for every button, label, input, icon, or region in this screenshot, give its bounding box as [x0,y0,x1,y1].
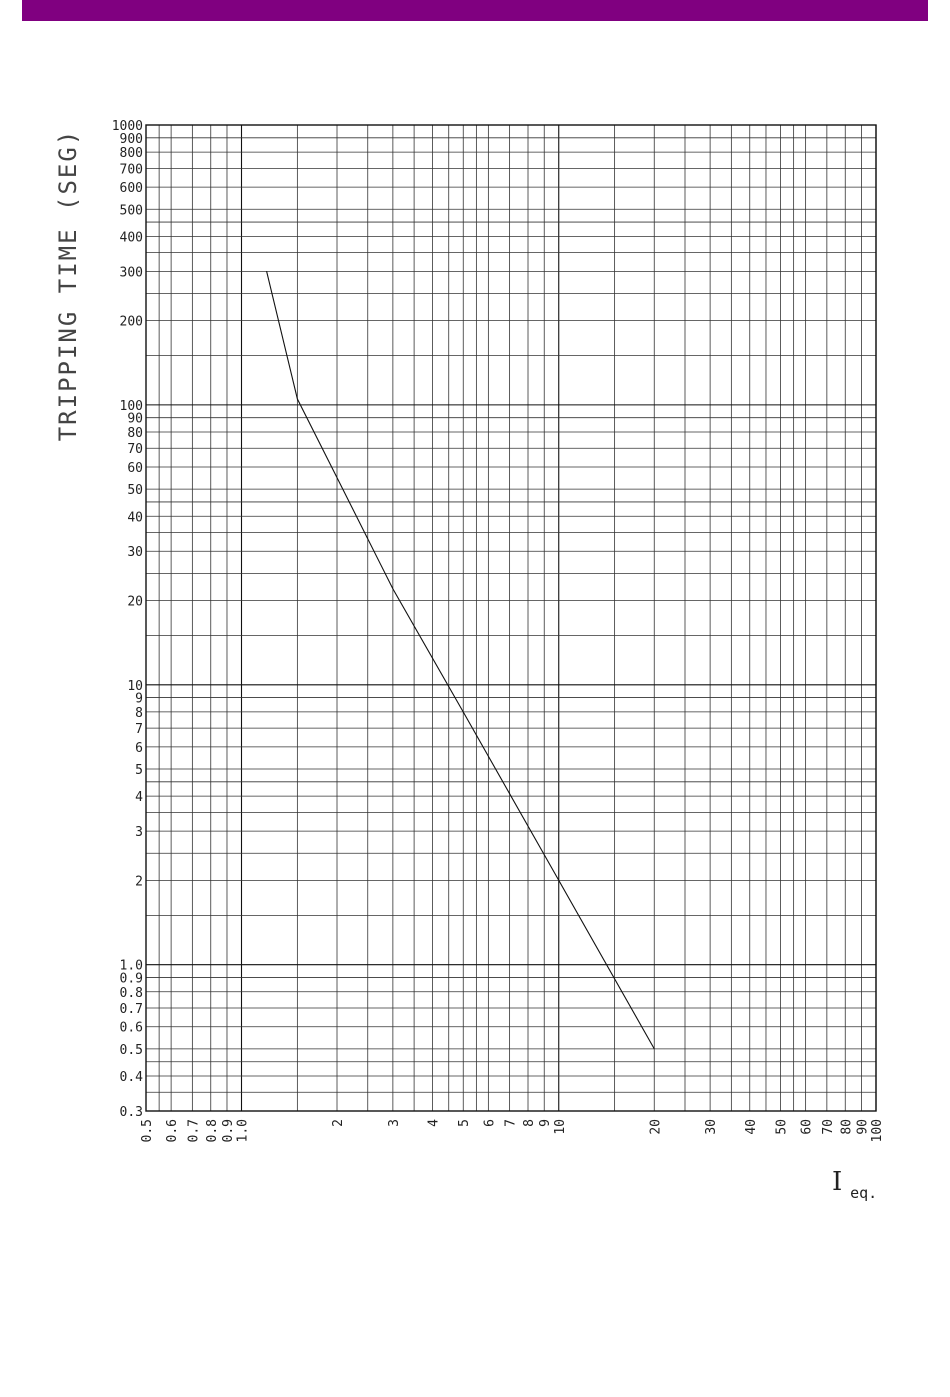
y-tick-label: 0.3 [119,1105,143,1120]
x-tick-label: 5 [457,1119,473,1127]
x-tick-label: 8 [522,1119,538,1127]
x-tick-label: 0.5 [140,1119,155,1143]
y-tick-label: 50 [127,483,143,499]
x-tick-label: 40 [743,1119,759,1135]
y-tick-label: 4 [135,790,143,806]
y-tick-label: 70 [127,442,143,458]
x-tick-label: 1.0 [235,1119,251,1143]
y-tick-label: 90 [127,411,143,427]
x-axis-label-sub: eq. [850,1184,878,1202]
x-axis-label-main: I [832,1167,843,1197]
y-tick-label: 200 [119,314,143,330]
x-tick-label: 6 [482,1119,498,1127]
x-tick-label: 0.9 [220,1119,236,1143]
y-tick-label: 100 [119,398,143,414]
x-tick-label: 0.7 [186,1119,202,1143]
y-tick-label: 5 [135,763,143,779]
x-tick-label: 3 [386,1119,402,1127]
x-tick-label: 70 [820,1119,836,1135]
y-tick-label: 40 [127,510,143,526]
y-tick-label: 0.6 [119,1020,143,1036]
y-tick-label: 3 [135,825,143,841]
series-layer [267,271,655,1049]
y-axis-label: TRIPPING TIME (SEG) [54,128,82,442]
y-tick-label: 1.0 [119,958,143,974]
y-tick-label: 9 [135,691,143,707]
y-tick-label: 700 [119,162,143,178]
y-tick-label: 900 [119,131,143,147]
y-tick-label: 0.9 [119,971,143,987]
y-tick-label: 10 [127,678,143,694]
y-tick-label: 0.7 [119,1002,143,1018]
x-tick-label: 80 [839,1119,855,1135]
y-tick-label: 20 [127,594,143,610]
y-tick-label: 0.8 [119,985,143,1001]
x-tick-label: 100 [870,1119,885,1143]
y-tick-label: 6 [135,740,143,756]
y-tick-label: 60 [127,460,143,476]
x-axis-ticks [140,1119,885,1143]
y-tick-label: 1000 [111,119,143,134]
x-tick-label: 9 [538,1119,554,1127]
x-axis-label [832,1167,877,1202]
x-tick-label: 10 [552,1119,568,1135]
y-tick-label: 0.5 [119,1042,143,1058]
plot-frame [146,125,876,1111]
x-tick-label: 0.6 [165,1119,181,1143]
y-tick-label: 7 [135,722,143,738]
y-axis-ticks [112,119,143,1120]
x-tick-label: 50 [774,1119,790,1135]
x-tick-label: 60 [799,1119,815,1135]
x-tick-label: 4 [426,1119,442,1127]
x-tick-label: 20 [648,1119,664,1135]
y-tick-label: 80 [127,426,143,442]
x-tick-label: 0.8 [204,1119,220,1143]
y-tick-label: 30 [127,545,143,561]
y-tick-label: 2 [135,874,143,890]
x-tick-label: 90 [855,1119,871,1135]
tripping-curve [267,271,655,1049]
x-tick-label: 7 [503,1119,519,1127]
x-tick-label: 2 [331,1119,347,1127]
y-tick-label: 800 [119,146,143,162]
y-tick-label: 0.4 [119,1070,143,1086]
y-tick-label: 600 [119,181,143,197]
grid [146,125,876,1111]
y-tick-label: 300 [119,265,143,281]
x-tick-label: 30 [704,1119,720,1135]
y-tick-label: 8 [135,705,143,721]
y-tick-label: 400 [119,230,143,246]
y-tick-label: 500 [119,203,143,219]
